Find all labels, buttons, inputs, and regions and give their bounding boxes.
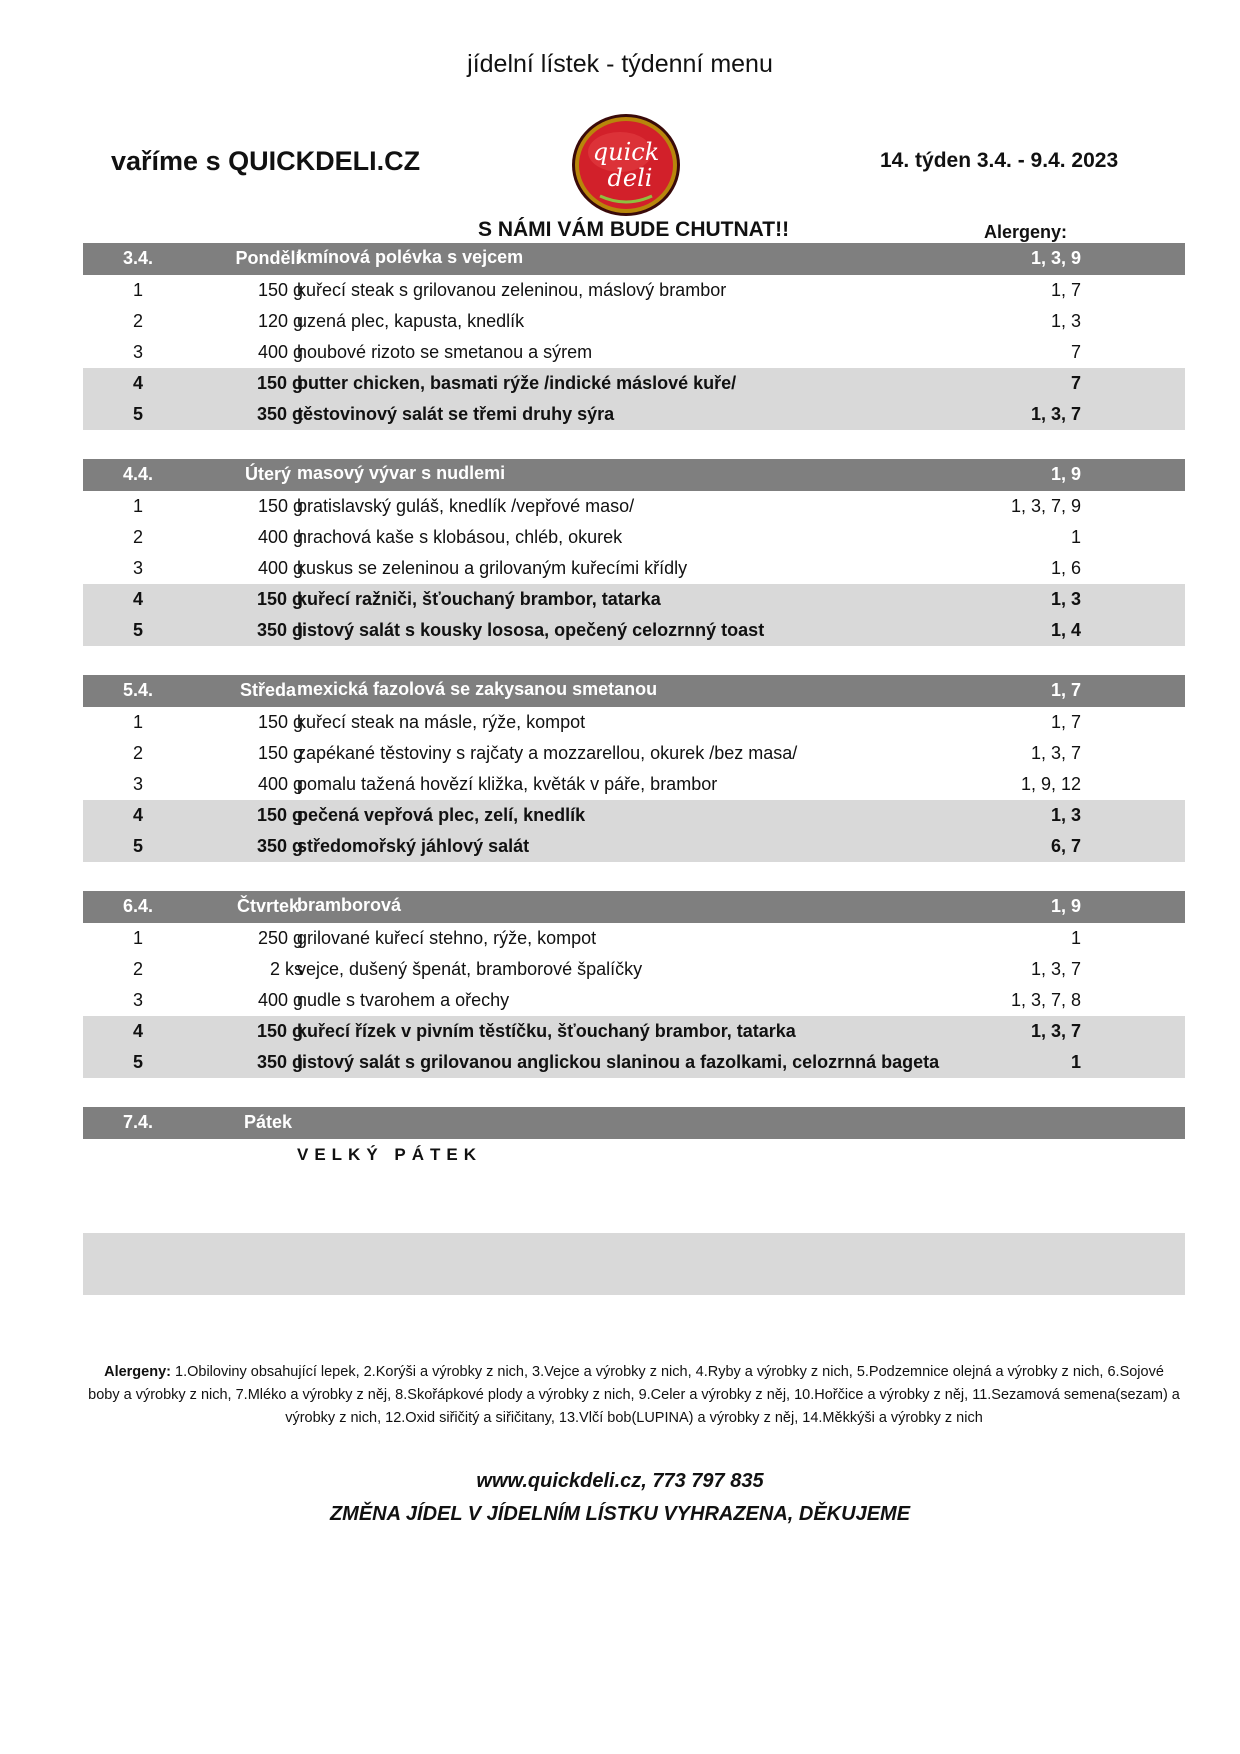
item-allergens: 1, 3, 7 xyxy=(1030,404,1081,424)
item-allergens: 1, 7 xyxy=(1050,712,1081,732)
menu-item-row-highlight xyxy=(83,1016,1185,1047)
logo-text-quick: quick xyxy=(592,138,660,166)
item-dish: houbové rizoto se smetanou a sýrem xyxy=(297,342,593,362)
day-name: Pátek xyxy=(243,1112,293,1132)
item-number: 4 xyxy=(132,373,143,393)
item-quantity: 250 g xyxy=(257,928,303,948)
item-dish: pomalu tažená hovězí kližka, květák v páře, brambor xyxy=(297,774,718,794)
menu-item-row xyxy=(83,553,1185,584)
day-header-row xyxy=(83,459,1185,491)
item-number: 4 xyxy=(132,805,143,825)
item-allergens: 1, 3, 7 xyxy=(1030,1021,1081,1041)
item-dish: pečená vepřová plec, zelí, knedlík xyxy=(297,805,586,825)
item-quantity: 400 g xyxy=(257,342,303,362)
menu-item-row-highlight xyxy=(83,584,1185,615)
day-name: Středa xyxy=(239,680,297,700)
empty-grey-band xyxy=(83,1233,1185,1295)
item-dish: bratislavský guláš, knedlík /vepřové maso/ xyxy=(297,496,635,516)
item-allergens: 1, 6 xyxy=(1050,558,1081,578)
menu-item-row xyxy=(83,769,1185,800)
item-quantity: 400 g xyxy=(257,774,303,794)
allergens-column-label: Alergeny: xyxy=(984,222,1068,242)
brand-title: vaříme s QUICKDELI.CZ xyxy=(111,146,421,176)
day-date: 5.4. xyxy=(122,680,154,700)
day-block-friday xyxy=(83,1107,1185,1295)
item-quantity: 350 g xyxy=(256,836,303,856)
item-quantity: 150 g xyxy=(256,1021,303,1041)
item-dish: grilované kuřecí stehno, rýže, kompot xyxy=(297,928,597,948)
holiday-note: VELKÝ PÁTEK xyxy=(297,1145,483,1164)
day-header-row xyxy=(83,243,1185,275)
page-title: jídelní lístek - týdenní menu xyxy=(467,50,773,78)
soup-allergens: 1, 9 xyxy=(1050,896,1081,916)
day-date: 3.4. xyxy=(122,248,154,268)
footer-note: ZMĚNA JÍDEL V JÍDELNÍM LÍSTKU VYHRAZENA, DĚKUJEME xyxy=(329,1503,911,1525)
item-number: 2 xyxy=(132,959,143,979)
day-name: Čtvrtek xyxy=(236,896,300,916)
item-number: 1 xyxy=(132,496,143,516)
day-block-wednesday xyxy=(83,675,1185,862)
allergens-legend xyxy=(88,1361,1180,1430)
menu-item-row-highlight xyxy=(83,399,1185,430)
menu-item-row xyxy=(83,923,1185,954)
day-header-row xyxy=(83,675,1185,707)
soup-name: bramborová xyxy=(297,895,402,915)
item-quantity: 400 g xyxy=(257,558,303,578)
soup-name: mexická fazolová se zakysanou smetanou xyxy=(297,679,658,699)
item-number: 3 xyxy=(132,342,143,362)
menu-item-row xyxy=(83,306,1185,337)
item-number: 2 xyxy=(132,743,143,763)
item-number: 5 xyxy=(132,620,143,640)
item-quantity: 150 g xyxy=(257,743,303,763)
menu-item-row xyxy=(83,985,1185,1016)
week-label: 14. týden 3.4. - 9.4. 2023 xyxy=(880,149,1119,172)
item-dish: zapékané těstoviny s rajčaty a mozzarellou, okurek /bez masa/ xyxy=(297,743,798,763)
item-allergens: 1, 3, 7, 9 xyxy=(1010,496,1081,516)
item-allergens: 1, 3 xyxy=(1050,311,1081,331)
item-number: 4 xyxy=(132,589,143,609)
soup-allergens: 1, 3, 9 xyxy=(1030,248,1081,268)
menu-item-row xyxy=(83,491,1185,522)
item-quantity: 150 g xyxy=(256,589,303,609)
item-dish: hrachová kaše s klobásou, chléb, okurek xyxy=(297,527,623,547)
item-number: 3 xyxy=(132,774,143,794)
soup-name: kmínová polévka s vejcem xyxy=(297,247,524,267)
day-date: 4.4. xyxy=(122,464,154,484)
item-allergens: 1, 4 xyxy=(1050,620,1081,640)
item-number: 3 xyxy=(132,990,143,1010)
day-block-monday xyxy=(83,243,1185,430)
empty-space xyxy=(83,1169,1185,1233)
quickdeli-logo xyxy=(570,112,682,218)
menu-item-row-highlight xyxy=(83,615,1185,646)
day-block-tuesday xyxy=(83,459,1185,646)
menu-item-row-highlight xyxy=(83,831,1185,862)
item-allergens: 1, 3 xyxy=(1050,805,1081,825)
item-allergens: 1, 3 xyxy=(1050,589,1081,609)
item-quantity: 350 g xyxy=(256,1052,303,1072)
menu-item-row-highlight xyxy=(83,368,1185,399)
item-quantity: 150 g xyxy=(257,712,303,732)
item-quantity: 150 g xyxy=(257,496,303,516)
item-dish: kuřecí řízek v pivním těstíčku, šťouchaný brambor, tatarka xyxy=(297,1021,796,1041)
item-dish: středomořský jáhlový salát xyxy=(297,836,530,856)
item-allergens: 1, 3, 7 xyxy=(1030,959,1081,979)
item-allergens: 1, 3, 7 xyxy=(1030,743,1081,763)
logo-text-deli: deli xyxy=(607,164,653,192)
item-allergens: 1 xyxy=(1070,1052,1081,1072)
item-number: 2 xyxy=(132,527,143,547)
holiday-note-row xyxy=(83,1139,1185,1169)
item-number: 5 xyxy=(132,836,143,856)
item-dish: kuskus se zeleninou a grilovaným kuřecími křídly xyxy=(297,558,688,578)
menu-item-row xyxy=(83,954,1185,985)
item-quantity: 350 g xyxy=(256,404,303,424)
item-allergens: 6, 7 xyxy=(1050,836,1081,856)
item-allergens: 1, 3, 7, 8 xyxy=(1010,990,1081,1010)
soup-allergens: 1, 9 xyxy=(1050,464,1081,484)
item-allergens: 7 xyxy=(1070,342,1081,362)
item-number: 1 xyxy=(132,928,143,948)
day-name: Pondělí xyxy=(235,248,301,268)
item-quantity: 350 g xyxy=(256,620,303,640)
item-number: 4 xyxy=(132,1021,143,1041)
item-quantity: 150 g xyxy=(256,373,303,393)
day-name: Úterý xyxy=(244,464,292,484)
item-allergens: 1 xyxy=(1070,527,1081,547)
menu-item-row xyxy=(83,738,1185,769)
item-allergens: 1, 7 xyxy=(1050,280,1081,300)
day-date: 6.4. xyxy=(122,896,154,916)
item-allergens: 7 xyxy=(1070,373,1081,393)
item-dish: vejce, dušený špenát, bramborové špalíčky xyxy=(297,959,643,979)
menu-item-row-highlight xyxy=(83,800,1185,831)
item-number: 1 xyxy=(132,280,143,300)
item-quantity: 150 g xyxy=(256,805,303,825)
item-dish: kuřecí steak s grilovanou zeleninou, máslový brambor xyxy=(297,280,727,300)
menu-item-row xyxy=(83,522,1185,553)
legend-text: 1.Obiloviny obsahující lepek, 2.Korýši a výrobky z nich, 3.Vejce a výrobky z nich, 4.Ryby a výrobky z nich, 5.Podzemnice olejná a výrobky z nich, 6.Sojové boby a výrobky z nich, 7.Mléko a výrobky z něj, 8.Skořápkové plody a výrobky z nich, 9.Celer a výrobky z něj, 10.Hořčice a výrobky z něj, 11.Sezamová semena(sezam) a výrobky z nich, 12.Oxid siřičitý a siřičitany, 13.Vlčí bob(LUPINA) a výrobky z něj, 14.Měkkýši a výrobky z nich xyxy=(88,1364,1180,1426)
day-date: 7.4. xyxy=(122,1112,154,1132)
item-allergens: 1 xyxy=(1070,928,1081,948)
menu-item-row xyxy=(83,275,1185,306)
day-header-row xyxy=(83,891,1185,923)
item-quantity: 400 g xyxy=(257,527,303,547)
slogan: S NÁMI VÁM BUDE CHUTNAT!! xyxy=(478,218,790,241)
item-dish: kuřecí ražniči, šťouchaný brambor, tatarka xyxy=(297,589,661,609)
soup-allergens: 1, 7 xyxy=(1050,680,1081,700)
item-number: 3 xyxy=(132,558,143,578)
item-quantity: 2 ks xyxy=(269,959,303,979)
item-dish: nudle s tvarohem a ořechy xyxy=(297,990,510,1010)
item-dish: kuřecí steak na másle, rýže, kompot xyxy=(297,712,586,732)
item-number: 1 xyxy=(132,712,143,732)
weekly-menu xyxy=(83,243,1185,1324)
day-header-row xyxy=(83,1107,1185,1139)
item-dish: těstovinový salát se třemi druhy sýra xyxy=(297,404,615,424)
item-dish: listový salát s kousky lososa, opečený celozrnný toast xyxy=(297,620,765,640)
item-number: 5 xyxy=(132,1052,143,1072)
item-quantity: 120 g xyxy=(257,311,303,331)
item-number: 5 xyxy=(132,404,143,424)
menu-item-row xyxy=(83,337,1185,368)
item-quantity: 400 g xyxy=(257,990,303,1010)
item-dish: butter chicken, basmati rýže /indické máslové kuře/ xyxy=(297,373,737,393)
footer-contact: www.quickdeli.cz, 773 797 835 xyxy=(476,1470,764,1492)
item-allergens: 1, 9, 12 xyxy=(1020,774,1081,794)
item-dish: listový salát s grilovanou anglickou slaninou a fazolkami, celozrnná bageta xyxy=(297,1052,940,1072)
item-number: 2 xyxy=(132,311,143,331)
item-dish: uzená plec, kapusta, knedlík xyxy=(297,311,525,331)
day-block-thursday xyxy=(83,891,1185,1078)
legend-label: Alergeny: xyxy=(104,1364,171,1380)
soup-name: masový vývar s nudlemi xyxy=(297,463,506,483)
item-quantity: 150 g xyxy=(257,280,303,300)
menu-item-row xyxy=(83,707,1185,738)
menu-item-row-highlight xyxy=(83,1047,1185,1078)
